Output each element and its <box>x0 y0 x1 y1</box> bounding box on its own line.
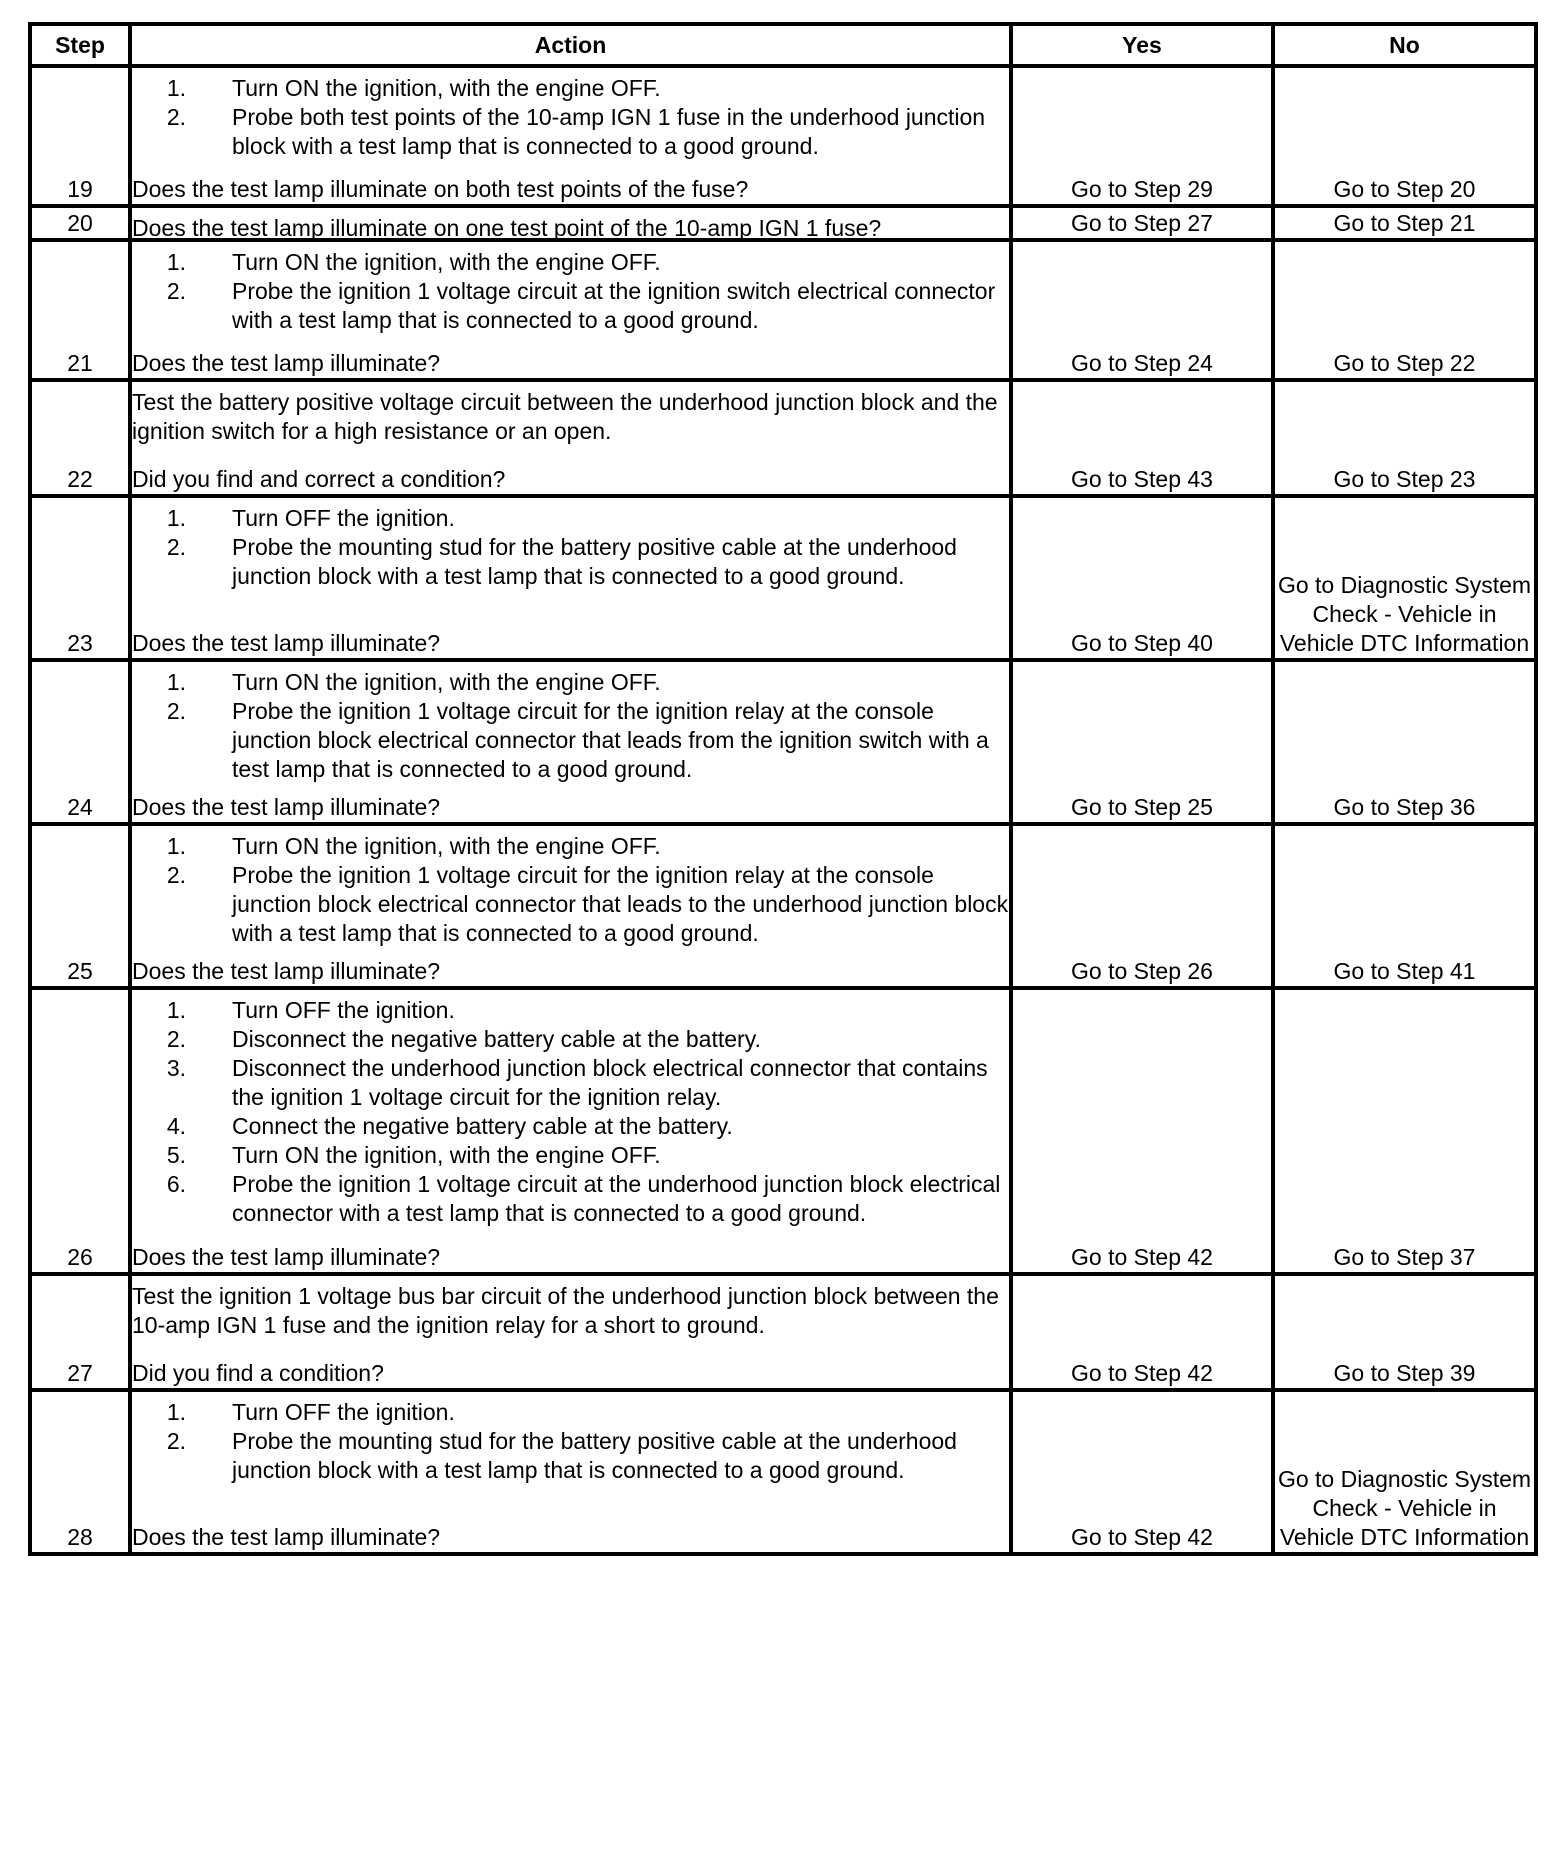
table-row <box>30 206 1536 240</box>
list-item-number: 2. <box>166 698 186 724</box>
yes-result: Go to Step 42 <box>1011 1390 1273 1554</box>
yes-result: Go to Step 42 <box>1011 988 1273 1274</box>
table-row <box>30 240 1536 380</box>
no-result: Go to Diagnostic System Check - Vehicle in Vehicle DTC Information <box>1273 496 1536 660</box>
action-content <box>132 248 1009 378</box>
step-number: 19 <box>30 66 130 206</box>
list-item-number: 3. <box>166 1055 186 1081</box>
list-item <box>132 1141 1009 1170</box>
list-item-text: Turn ON the ignition, with the engine OFF. <box>232 1142 661 1168</box>
action-paragraph: Test the ignition 1 voltage bus bar circuit of the underhood junction block between the 10-amp IGN 1 fuse and the ignition relay for a short to ground. <box>132 1283 999 1338</box>
list-item-number: 5. <box>166 1142 186 1168</box>
action-content <box>132 504 1009 658</box>
list-item-text: Turn OFF the ignition. <box>232 1399 455 1425</box>
action-question: Does the test lamp illuminate on one test point of the 10-amp IGN 1 fuse? <box>132 215 882 241</box>
step-number: 20 <box>30 206 130 240</box>
action-cell <box>130 240 1011 380</box>
action-steps-list <box>132 504 1009 591</box>
header-step: Step <box>30 24 130 66</box>
list-item <box>132 861 1009 948</box>
table-row <box>30 988 1536 1274</box>
step-number: 21 <box>30 240 130 380</box>
step-number: 24 <box>30 660 130 824</box>
action-content <box>132 214 1009 241</box>
list-item-text: Turn OFF the ignition. <box>232 997 455 1023</box>
no-result: Go to Step 21 <box>1273 206 1536 240</box>
yes-result: Go to Step 25 <box>1011 660 1273 824</box>
list-item-text: Turn ON the ignition, with the engine OFF. <box>232 669 661 695</box>
action-question: Does the test lamp illuminate? <box>132 1244 441 1270</box>
action-content <box>132 74 1009 204</box>
yes-result: Go to Step 40 <box>1011 496 1273 660</box>
action-question: Did you find a condition? <box>132 1360 384 1386</box>
list-item-text: Probe the ignition 1 voltage circuit at the underhood junction block electrical connector with a test lamp that is connected to a good ground. <box>232 1171 1001 1226</box>
list-item-number: 1. <box>166 75 186 101</box>
list-item-number: 1. <box>166 1399 186 1425</box>
list-item <box>132 832 1009 861</box>
step-number: 23 <box>30 496 130 660</box>
no-result: Go to Step 20 <box>1273 66 1536 206</box>
action-cell <box>130 1390 1011 1554</box>
yes-result: Go to Step 26 <box>1011 824 1273 988</box>
list-item <box>132 533 1009 591</box>
list-item-number: 2. <box>166 534 186 560</box>
yes-result: Go to Step 27 <box>1011 206 1273 240</box>
action-content <box>132 668 1009 822</box>
list-item-text: Disconnect the negative battery cable at the battery. <box>232 1026 761 1052</box>
action-question: Does the test lamp illuminate on both test points of the fuse? <box>132 176 749 202</box>
list-item-number: 2. <box>166 104 186 130</box>
list-item-text: Probe the ignition 1 voltage circuit at the ignition switch electrical connector with a test lamp that is connected to a good ground. <box>232 278 996 333</box>
step-number: 26 <box>30 988 130 1274</box>
action-steps-list <box>132 1398 1009 1485</box>
action-cell <box>130 206 1011 240</box>
yes-result: Go to Step 29 <box>1011 66 1273 206</box>
table-row <box>30 660 1536 824</box>
no-result: Go to Step 36 <box>1273 660 1536 824</box>
list-item-text: Disconnect the underhood junction block electrical connector that contains the ignition 1 voltage circuit for the ignition relay. <box>232 1055 988 1110</box>
list-item-text: Probe the mounting stud for the battery positive cable at the underhood junction block with a test lamp that is connected to a good ground. <box>232 1428 957 1483</box>
list-item-number: 2. <box>166 1428 186 1454</box>
action-question: Does the test lamp illuminate? <box>132 794 441 820</box>
action-cell <box>130 496 1011 660</box>
action-content <box>132 996 1009 1272</box>
action-steps-list <box>132 668 1009 784</box>
step-number: 28 <box>30 1390 130 1554</box>
action-cell <box>130 1274 1011 1390</box>
list-item-number: 2. <box>166 278 186 304</box>
action-question: Did you find and correct a condition? <box>132 466 506 492</box>
list-item <box>132 103 1009 161</box>
header-row <box>30 24 1536 66</box>
action-content <box>132 1398 1009 1552</box>
table-row <box>30 66 1536 206</box>
list-item <box>132 996 1009 1025</box>
header-no: No <box>1273 24 1536 66</box>
list-item-text: Probe both test points of the 10-amp IGN 1 fuse in the underhood junction block with a test lamp that is connected to a good ground. <box>232 104 986 159</box>
no-result: Go to Step 37 <box>1273 988 1536 1274</box>
list-item-number: 2. <box>166 1026 186 1052</box>
action-question: Does the test lamp illuminate? <box>132 958 441 984</box>
action-cell <box>130 660 1011 824</box>
table-row <box>30 496 1536 660</box>
list-item-number: 1. <box>166 249 186 275</box>
list-item-number: 2. <box>166 862 186 888</box>
list-item-number: 1. <box>166 997 186 1023</box>
list-item-text: Probe the mounting stud for the battery positive cable at the underhood junction block with a test lamp that is connected to a good ground. <box>232 534 957 589</box>
no-result: Go to Diagnostic System Check - Vehicle in Vehicle DTC Information <box>1273 1390 1536 1554</box>
list-item <box>132 277 1009 335</box>
list-item-text: Connect the negative battery cable at the battery. <box>232 1113 733 1139</box>
no-result: Go to Step 39 <box>1273 1274 1536 1390</box>
list-item <box>132 504 1009 533</box>
no-result: Go to Step 41 <box>1273 824 1536 988</box>
action-steps-list <box>132 74 1009 161</box>
list-item-text: Probe the ignition 1 voltage circuit for the ignition relay at the console junction block electrical connector that leads to the underhood junction block with a test lamp that is connected to a good ground. <box>232 862 1009 946</box>
table-row <box>30 1274 1536 1390</box>
table-row <box>30 824 1536 988</box>
yes-result: Go to Step 24 <box>1011 240 1273 380</box>
action-content <box>132 388 1009 494</box>
list-item-text: Probe the ignition 1 voltage circuit for the ignition relay at the console junction block electrical connector that leads from the ignition switch with a test lamp that is connected to a good ground. <box>232 698 989 782</box>
table-body <box>30 66 1536 1554</box>
action-cell <box>130 380 1011 496</box>
action-question: Does the test lamp illuminate? <box>132 630 441 656</box>
table-row <box>30 380 1536 496</box>
action-content <box>132 1282 1009 1388</box>
list-item-number: 1. <box>166 833 186 859</box>
list-item-text: Turn ON the ignition, with the engine OFF. <box>232 249 661 275</box>
yes-result: Go to Step 43 <box>1011 380 1273 496</box>
action-question: Does the test lamp illuminate? <box>132 1524 441 1550</box>
action-steps-list <box>132 832 1009 948</box>
list-item <box>132 248 1009 277</box>
header-action: Action <box>130 24 1011 66</box>
yes-result: Go to Step 42 <box>1011 1274 1273 1390</box>
action-paragraph: Test the battery positive voltage circuit between the underhood junction block and the ignition switch for a high resistance or an open. <box>132 389 998 444</box>
no-result: Go to Step 23 <box>1273 380 1536 496</box>
action-steps-list <box>132 248 1009 335</box>
list-item <box>132 1025 1009 1054</box>
header-yes: Yes <box>1011 24 1273 66</box>
no-result: Go to Step 22 <box>1273 240 1536 380</box>
list-item-number: 1. <box>166 669 186 695</box>
list-item-number: 4. <box>166 1113 186 1139</box>
action-content <box>132 832 1009 986</box>
list-item <box>132 1054 1009 1112</box>
list-item <box>132 668 1009 697</box>
list-item-number: 1. <box>166 505 186 531</box>
list-item-text: Turn ON the ignition, with the engine OFF. <box>232 833 661 859</box>
action-question: Does the test lamp illuminate? <box>132 350 441 376</box>
list-item-text: Turn ON the ignition, with the engine OFF. <box>232 75 661 101</box>
list-item <box>132 1112 1009 1141</box>
list-item <box>132 1398 1009 1427</box>
list-item-number: 6. <box>166 1171 186 1197</box>
list-item <box>132 74 1009 103</box>
table-row <box>30 1390 1536 1554</box>
action-cell <box>130 824 1011 988</box>
step-number: 27 <box>30 1274 130 1390</box>
step-number: 22 <box>30 380 130 496</box>
list-item <box>132 1170 1009 1228</box>
list-item-text: Turn OFF the ignition. <box>232 505 455 531</box>
diagnostic-table <box>28 22 1538 1556</box>
list-item <box>132 697 1009 784</box>
step-number: 25 <box>30 824 130 988</box>
action-steps-list <box>132 996 1009 1228</box>
action-cell <box>130 988 1011 1274</box>
list-item <box>132 1427 1009 1485</box>
action-cell <box>130 66 1011 206</box>
